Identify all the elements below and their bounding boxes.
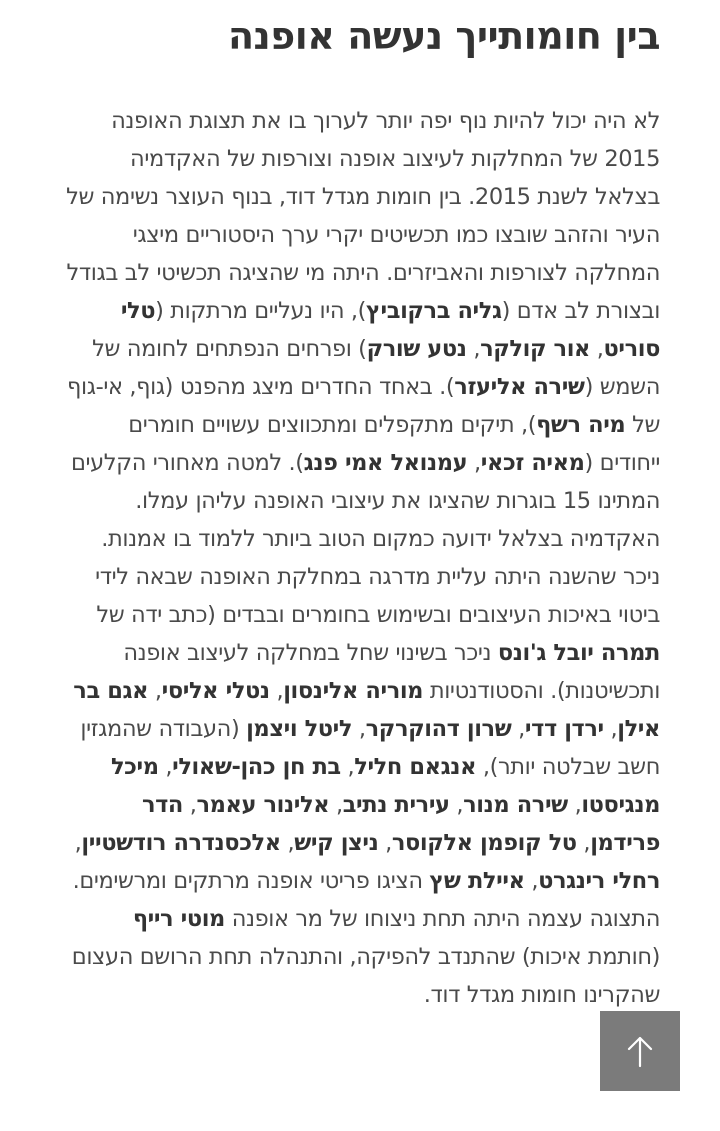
designer-name: שירה אליעזר — [454, 374, 585, 400]
designer-name: הדר פרידמן — [141, 792, 660, 856]
body-text: הציגו פריטי אופנה מרתקים ומרשימים. התצוגה עצמה היתה תחת ניצוחו של מר אופנה — [72, 868, 660, 932]
body-text: (חותמת איכות) שהתנדב להפיקה, והתנהלה תחת הרושם העצום שהקרינו חומות מגדל דוד. — [71, 944, 660, 1008]
body-text: , — [182, 792, 197, 818]
designer-name: אור קולקר — [480, 336, 590, 362]
designer-name: ליטל ויצמן — [246, 716, 353, 742]
article-body — [64, 102, 660, 1014]
designer-name: רחלי רינגרט — [538, 868, 660, 894]
body-text: , — [524, 868, 539, 894]
designer-name: בת חן כהן-שאולי — [172, 754, 341, 780]
designer-name: עמנואל אמי פנג — [303, 450, 468, 476]
article-title: בין חומותייך נעשה אופנה — [227, 14, 660, 58]
body-text: ). באחד החדרים מיצג מהפנט (גוף, אי-גוף של — [67, 374, 660, 438]
body-text: , — [340, 754, 355, 780]
body-text: לא היה יכול להיות נוף יפה יותר לערוך בו את תצוגת האופנה 2015 של המחלקות לעיצוב אופנה וצורפות של האקדמיה בצלאל לשנת 2015. בין חומות מגדל דוד, בנוף העוצר נשימה של העיר והזהב שובצו כמו תכשיטים יקרי ערך היסטוריים מיצגי המחלקה לצורפות והאביזרים. היתה מי שהציגה תכשיטי לב בגודל ובצורת לב אדם ( — [66, 108, 660, 324]
designer-name: מוטי רייף — [132, 906, 225, 932]
designer-name: אגם בר אילן — [73, 678, 660, 742]
designer-name: טלי סוריט — [120, 298, 660, 362]
body-text: (העבודה שהמגזין חשב שבלטה יותר), — [80, 716, 660, 780]
body-text: ), תיקים מתקפלים ומתכווצים עשויים חומרים ייחודים ( — [128, 412, 660, 476]
body-text: , — [467, 450, 481, 476]
body-text: , — [352, 716, 366, 742]
body-text: , — [158, 754, 173, 780]
back-to-top-button[interactable] — [600, 1011, 680, 1091]
body-text: ניכר בשינוי שחל במחלקה לעיצוב אופנה ותכשיטנות). והסטודנטיות — [123, 640, 660, 704]
body-text: , — [603, 716, 618, 742]
designer-name: עירית נתיב — [342, 792, 450, 818]
designer-name: אלכסנדרה רודשטיין — [81, 830, 281, 856]
designer-name: שירה מנור — [463, 792, 568, 818]
designer-name: שרון דהוקרקר — [365, 716, 512, 742]
designer-name: גליה ברקוביץ — [366, 298, 502, 324]
designer-name: מוריה אלינסון — [283, 678, 424, 704]
arrow-up-icon — [624, 1034, 656, 1068]
body-text: , — [576, 830, 591, 856]
designer-name: טל קופמן אלקוסר — [391, 830, 577, 856]
body-text: , — [74, 830, 82, 856]
body-text: , — [148, 678, 162, 704]
designer-name: תמרה יובל ג'ונס — [497, 640, 660, 666]
body-text: , — [567, 792, 582, 818]
body-text: , — [466, 336, 481, 362]
designer-name: נטע שורק — [366, 336, 467, 362]
body-text: , — [590, 336, 604, 362]
body-text: , — [280, 830, 295, 856]
designer-name: אלינור עאמר — [196, 792, 330, 818]
designer-name: מיה רשף — [536, 412, 626, 438]
designer-name: ניצן קיש — [294, 830, 379, 856]
designer-name: איילת שץ — [429, 868, 525, 894]
designer-name: מיכל מנגיסטו — [110, 754, 660, 818]
designer-name: אנגאם חליל — [354, 754, 477, 780]
body-text: , — [378, 830, 392, 856]
designer-name: מאיה זכאי — [480, 450, 585, 476]
body-text: , — [329, 792, 343, 818]
body-text: ). למטה מאחורי הקלעים המתינו 15 בוגרות שהציגו את עיצובי האופנה עליהן עמלו. האקדמיה בצלאל ידועה כמקום הטוב ביותר ללמוד בו אמנות. ניכר שהשנה היתה עליית מדרגה במחלקת האופנה שבאה לידי ביטוי באיכות העיצובים ובשימוש בחומרים ובבדים (כתב ידה של — [70, 450, 660, 628]
designer-name: ירדן דדי — [524, 716, 604, 742]
body-text: , — [449, 792, 464, 818]
designer-name: נטלי אליסי — [161, 678, 270, 704]
body-text: ), היו נעליים מרתקות ( — [155, 298, 367, 324]
body-text: ) ופרחים הנפתחים לחומה של השמש ( — [92, 336, 660, 400]
body-text: , — [511, 716, 525, 742]
body-text: , — [269, 678, 284, 704]
